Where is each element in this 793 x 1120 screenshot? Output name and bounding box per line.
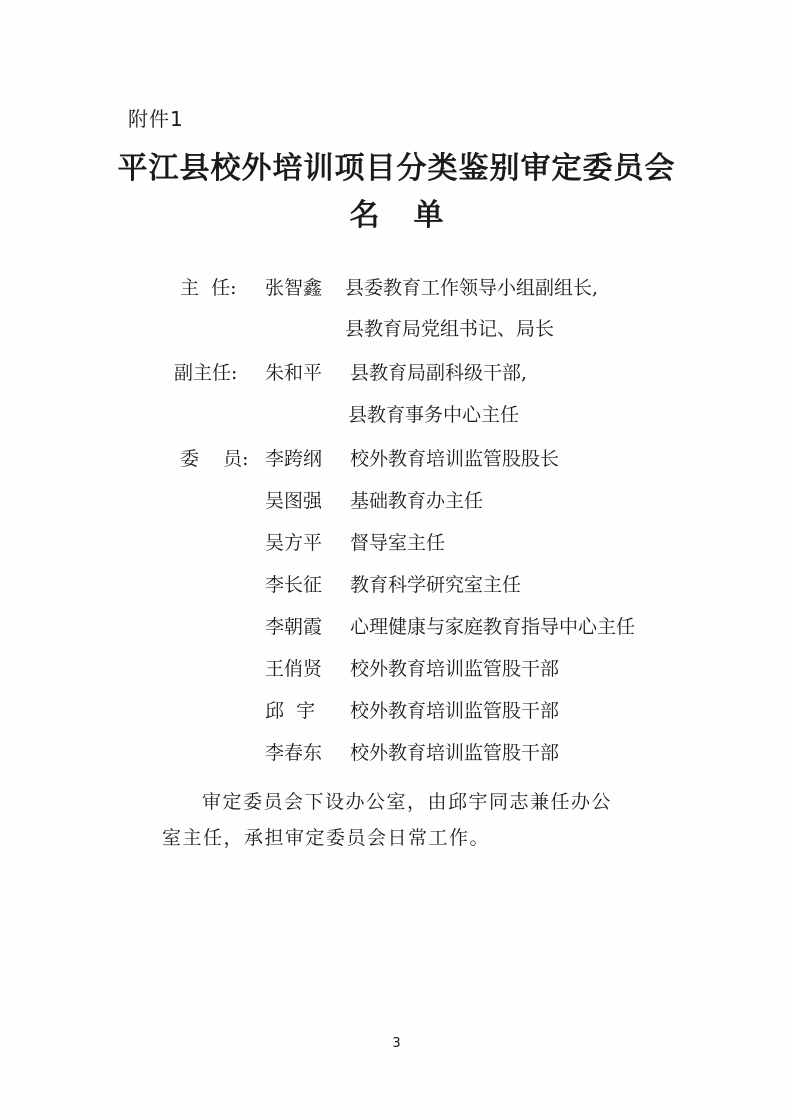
member-position: 县委教育工作领导小组副组长, <box>345 277 599 299</box>
member-position: 教育科学研究室主任 <box>350 574 522 596</box>
member-position: 心理健康与家庭教育指导中心主任 <box>350 616 636 638</box>
member-name: 邱 宇 <box>265 700 316 722</box>
office-note: 审定委员会下设办公室，由邱宇同志兼任办公室主任，承担审定委员会日常工作。 <box>162 791 613 849</box>
member-role: 副主任: <box>174 362 238 384</box>
member-position: 督导室主任 <box>350 532 446 554</box>
member-position: 县教育事务中心主任 <box>348 404 520 426</box>
member-position: 校外教育培训监管股干部 <box>350 742 560 764</box>
document-title: 平江县校外培训项目分类鉴别审定委员会 <box>117 151 676 186</box>
member-position: 县教育局党组书记、局长 <box>345 318 555 340</box>
member-name: 吴方平 <box>265 532 323 554</box>
member-name: 李朝霞 <box>265 616 323 638</box>
member-name: 李长征 <box>265 574 323 596</box>
page-number: 3 <box>392 1036 401 1051</box>
member-position: 基础教育办主任 <box>350 490 484 512</box>
member-name: 李跨纲 <box>265 448 323 470</box>
attachment-label: 附件1 <box>128 107 184 131</box>
member-position: 县教育局副科级干部, <box>350 362 528 384</box>
member-position: 校外教育培训监管股干部 <box>350 658 560 680</box>
member-name: 张智鑫 <box>265 277 323 299</box>
member-role: 委 员: <box>180 448 249 470</box>
member-role: 主 任: <box>180 277 237 299</box>
member-name: 王俏贤 <box>265 658 323 680</box>
member-position: 校外教育培训监管股干部 <box>350 700 560 722</box>
document-subtitle: 名单 <box>349 198 478 233</box>
member-name: 朱和平 <box>265 362 323 384</box>
member-position: 校外教育培训监管股股长 <box>350 448 560 470</box>
member-name: 吴图强 <box>265 490 323 512</box>
member-name: 李春东 <box>265 742 323 764</box>
